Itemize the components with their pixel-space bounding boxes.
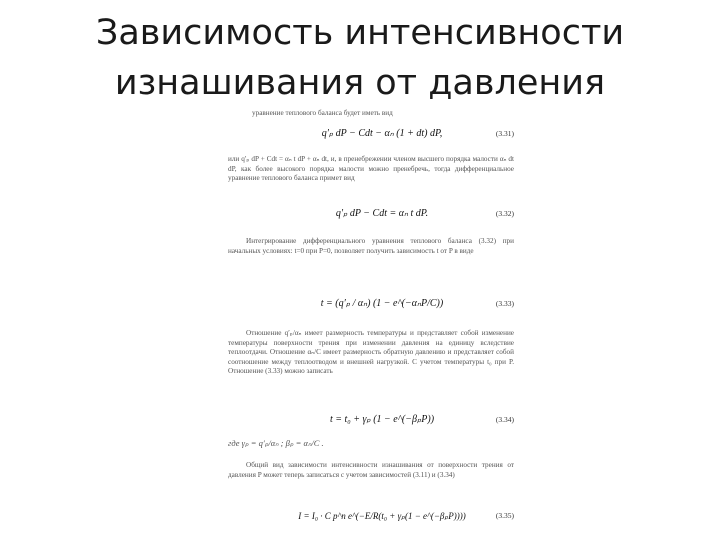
equation-formula: q′ₚ dP − Cdt = αₙ t dP. xyxy=(335,208,429,219)
paragraph-ratio: Отношение q′ₚ/αₙ имеет размерность температуры и представляет собой изменение температуры поверхности трения при изменении давления на единицу вследствие теплоотдачи. Отношение αₙ/C имеет размерность обратную давлению и представляет собой соотношение между теплоотводом и внешней нагрузкой. С учетом температуры t₀ при P. Отношение (3.33) можно записать xyxy=(228,329,514,376)
equation-3-35 xyxy=(222,505,520,527)
equation-formula: t = (q′ₚ / αₙ) (1 − e^(−αₙP/C)) xyxy=(320,298,444,309)
equation-formula: q′ₚ dP − Cdt − αₙ (1 + dt) dP, xyxy=(321,128,443,139)
scanned-text-excerpt xyxy=(222,107,520,540)
equation-number: (3.31) xyxy=(495,129,514,138)
equation-3-31 xyxy=(222,125,520,143)
paragraph-integration: Интегрирование дифференциального уравнения теплового баланса (3.32) при начальных условиях: t=0 при P=0, позволяет получить зависимость t от P в виде xyxy=(228,237,514,255)
equation-formula: I = I₀ · C p^n e^(−E/R(t₀ + γₚ(1 − e^(−βₚP)))) xyxy=(298,511,466,521)
equation-number: (3.32) xyxy=(495,209,514,218)
equation-3-32 xyxy=(222,205,520,223)
paragraph-intro: уравнение теплового баланса будет иметь вид xyxy=(252,109,393,117)
equation-3-33 xyxy=(222,289,520,319)
paragraph-general-form: Общий вид зависимости интенсивности изнашивания от поверхности трения от давления P может теперь записаться с учетом зависимостей (3.11) и (3.34) xyxy=(228,461,514,479)
slide-title xyxy=(0,8,720,108)
equation-formula: t = t₀ + γₚ (1 − e^(−βₚP)) xyxy=(329,414,435,425)
paragraph-where: где γₚ = q′ₚ/αₙ ; βₚ = αₙ/C . xyxy=(228,438,324,448)
paragraph-derivation: или q′ₚ dP + Cdt = αₙ t dP + αₙ dt, и, в пренебрежении членом высшего порядка малости αₙ dt dP, как более высокого порядка малости можно пренебречь, тогда дифференциальное уравнение теплового баланса примет вид xyxy=(228,155,514,183)
slide-title-line-1: Зависимость интенсивности xyxy=(95,13,625,53)
equation-number: (3.35) xyxy=(495,511,514,520)
slide-title-line-2: изнашивания от давления xyxy=(114,63,606,103)
equation-number: (3.33) xyxy=(495,299,514,308)
equation-number: (3.34) xyxy=(495,415,514,424)
equation-3-34 xyxy=(222,411,520,429)
